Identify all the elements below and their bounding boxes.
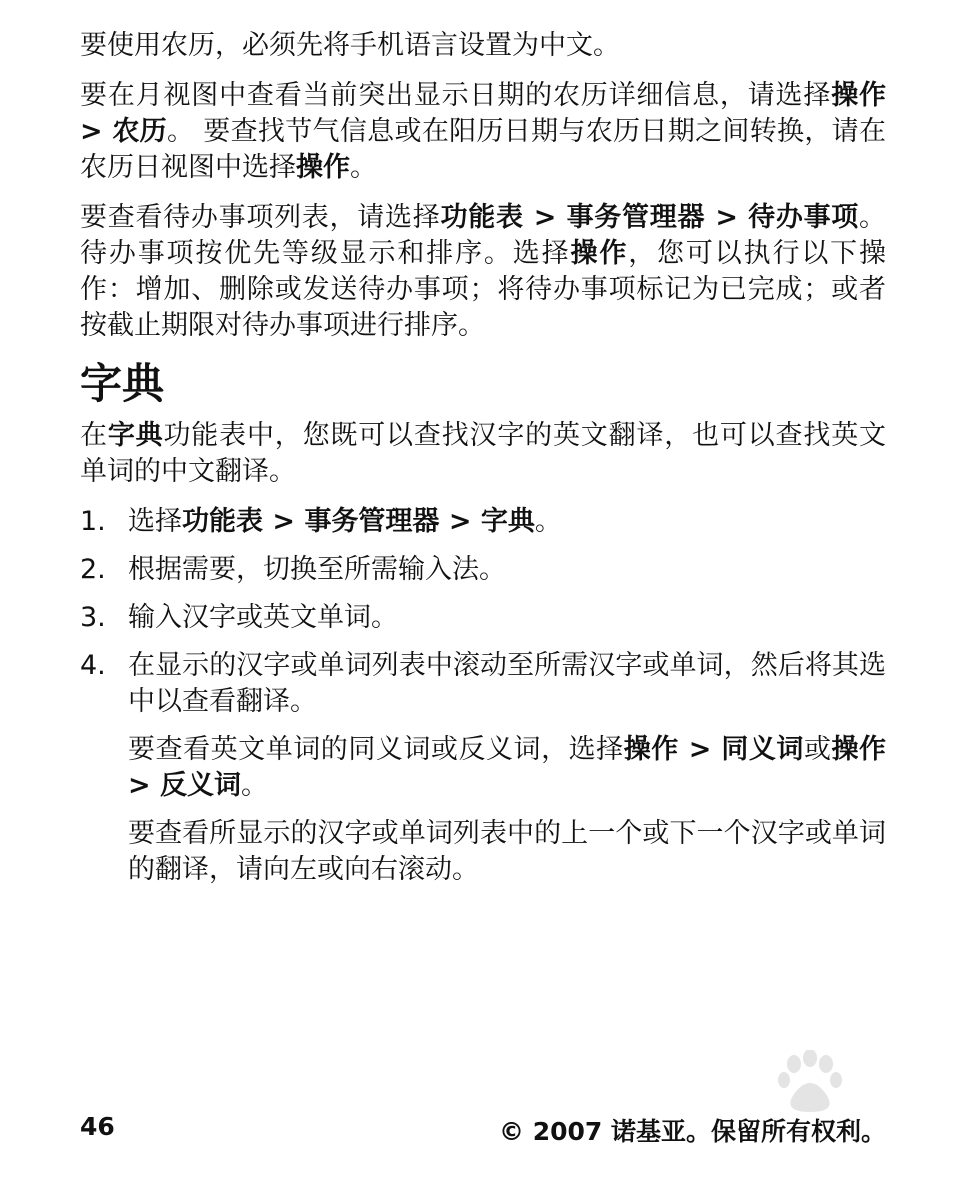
paragraph-text: 。待办事项按优先等级显示和排序。选择 — [80, 202, 887, 269]
menu-term: 功能表 — [182, 506, 263, 537]
menu-separator: > — [80, 116, 113, 147]
step-text-part: 要查看英文单词的同义词或反义词，选择 — [128, 734, 624, 765]
paragraph-lunar-language — [80, 28, 886, 64]
menu-term: 操作 — [831, 80, 887, 111]
menu-term: 操作 — [570, 238, 629, 269]
paragraph-lunar-details — [80, 78, 886, 186]
paragraph-text: 功能表中，您既可以查找汉字的英文翻译，也可以查找英文单词的中文翻译。 — [80, 420, 887, 487]
menu-term: 字典 — [107, 420, 164, 451]
step-note-synonyms — [128, 732, 886, 804]
step-number: 3. — [80, 602, 106, 633]
menu-term: 同义词 — [721, 734, 804, 765]
copyright-notice: © 2007 诺基亚。保留所有权利。 — [499, 1117, 886, 1146]
menu-term: 操作 — [831, 734, 887, 765]
menu-term: 事务管理器 — [566, 202, 706, 233]
step-number: 4. — [80, 650, 106, 681]
list-item — [80, 600, 886, 636]
menu-separator: > — [523, 202, 567, 233]
step-text-part: 。 — [534, 506, 562, 537]
paragraph-text: 要在月视图中查看当前突出显示日期的农历详细信息，请选择 — [80, 80, 832, 111]
menu-separator: > — [705, 202, 749, 233]
step-text: 在显示的汉字或单词列表中滚动至所需汉字或单词，然后将其选中以查看翻译。 — [128, 650, 886, 717]
step-text: 输入汉字或英文单词。 — [128, 602, 398, 633]
paragraph-text: 。 — [350, 152, 377, 183]
section-heading-dictionary: 字典 — [80, 359, 165, 408]
menu-term: 待办事项 — [748, 202, 860, 233]
paragraph-text: ，您可以执行以下操作：增加、删除或发送待办事项；将待办事项标记为已完成；或者按截止期限对待办事项进行排序。 — [80, 238, 887, 341]
paragraph-dictionary-intro — [80, 418, 886, 490]
step-text-part: 或 — [803, 734, 832, 765]
list-item — [80, 648, 886, 888]
menu-separator: > — [263, 506, 305, 537]
step-text-part: 选择 — [128, 506, 182, 537]
step-text: 根据需要，切换至所需输入法。 — [128, 554, 506, 585]
menu-separator: > — [678, 734, 722, 765]
list-item — [80, 504, 886, 540]
menu-term: 事务管理器 — [304, 506, 440, 537]
menu-term: 操作 — [623, 734, 679, 765]
paragraph-todo-list — [80, 200, 886, 344]
menu-term: 操作 — [296, 152, 350, 183]
paragraph-text: 在 — [80, 420, 108, 451]
step-number: 1. — [80, 506, 106, 537]
paragraph-text: 要使用农历，必须先将手机语言设置为中文。 — [80, 30, 620, 61]
document-page — [80, 28, 886, 900]
paragraph-text: 。 要查找节气信息或在阳历日期与农历日期之间转换，请在农历日视图中选择 — [80, 116, 887, 183]
menu-term: 功能表 — [440, 202, 524, 233]
list-item — [80, 552, 886, 588]
step-note-scroll: 要查看所显示的汉字或单词列表中的上一个或下一个汉字或单词的翻译，请向左或向右滚动。 — [128, 818, 886, 885]
menu-term: 农历 — [112, 116, 168, 147]
paragraph-text: 要查看待办事项列表，请选择 — [80, 202, 441, 233]
page-footer — [80, 1112, 886, 1152]
menu-term: 反义词 — [160, 770, 242, 801]
menu-term: 字典 — [480, 506, 535, 537]
menu-separator: > — [128, 770, 161, 801]
step-text-part: 。 — [241, 770, 269, 801]
step-number: 2. — [80, 554, 106, 585]
menu-separator: > — [439, 506, 481, 537]
paw-icon — [778, 1050, 842, 1112]
page-number: 46 — [80, 1112, 115, 1141]
step-text — [128, 504, 886, 540]
steps-list — [80, 504, 886, 888]
